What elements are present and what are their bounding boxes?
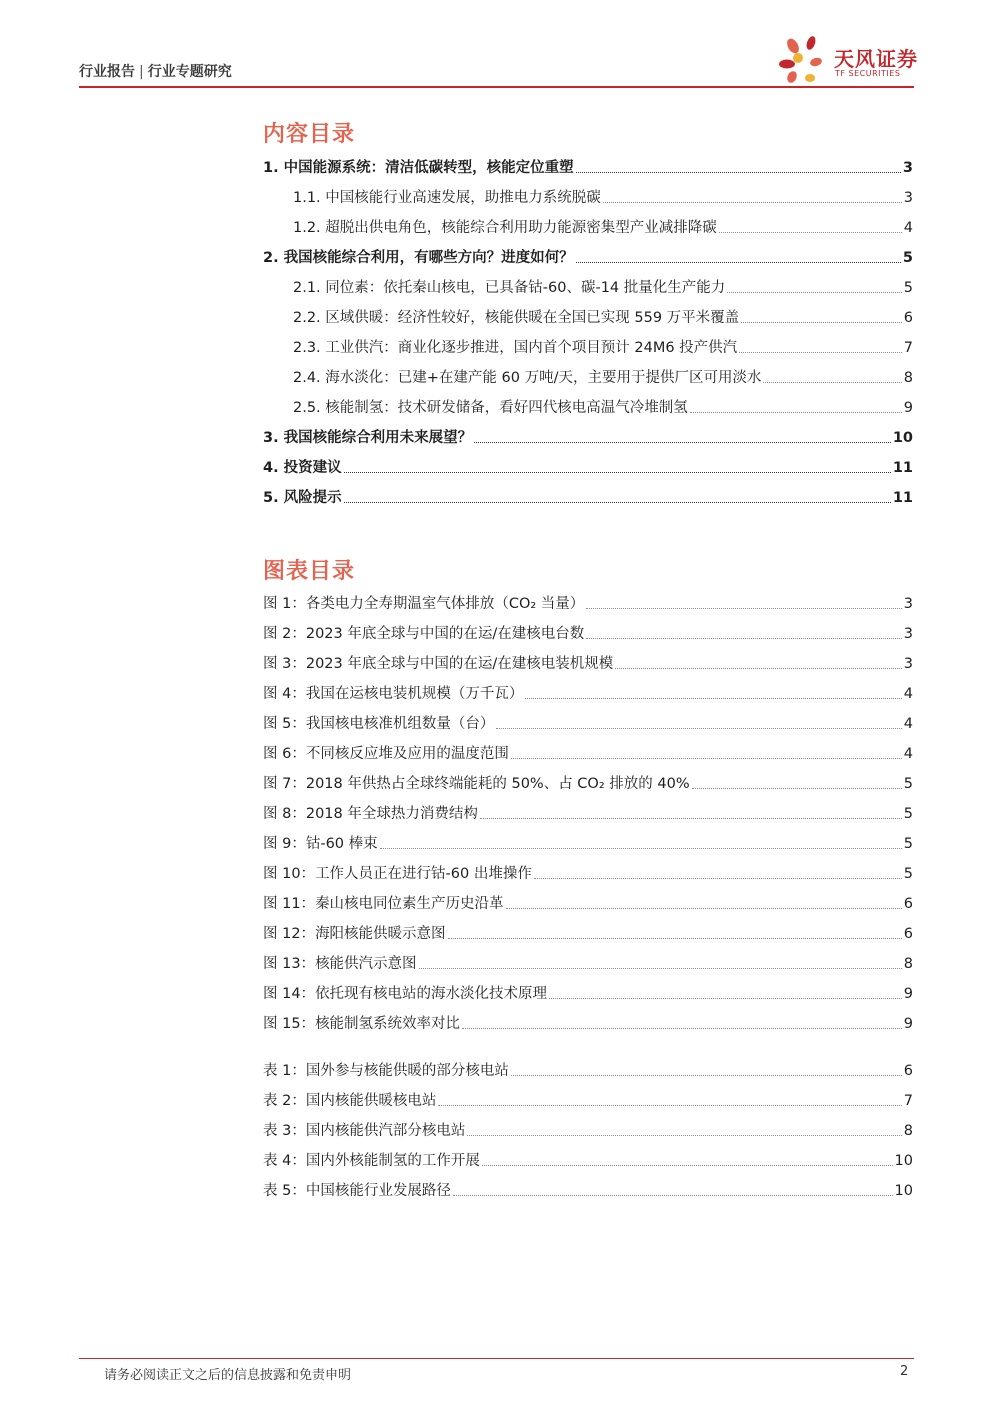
report-subcategory: 行业专题研究 (147, 64, 232, 80)
dot-leader (690, 412, 902, 413)
dot-leader (615, 668, 902, 669)
toc-entry-number: 2.3. (293, 340, 326, 356)
table-entry-page: 7 (903, 1093, 913, 1109)
toc-entry[interactable] (263, 335, 913, 357)
dot-leader (692, 788, 902, 789)
figure-entry[interactable] (263, 621, 913, 643)
dot-leader (511, 758, 902, 759)
dot-leader (453, 1195, 893, 1196)
figure-entry-title: 2023 年底全球与中国的在运/在建核电装机规模 (305, 656, 614, 672)
dot-leader (448, 938, 902, 939)
table-entry-page: 8 (903, 1123, 913, 1139)
toc-entry-page: 6 (903, 310, 913, 326)
report-category: 行业报告 (79, 64, 135, 80)
toc-entry[interactable] (263, 395, 913, 417)
figure-entry-number: 图 7： (263, 776, 306, 792)
dot-leader (763, 382, 901, 383)
figure-entry-page: 3 (903, 656, 913, 672)
toc-entry-number: 2.5. (293, 400, 326, 416)
figure-entry-page: 6 (903, 896, 913, 912)
toc-entry-page: 8 (903, 370, 913, 386)
figure-entry[interactable] (263, 831, 913, 853)
figure-entry-page: 9 (903, 1016, 913, 1032)
dot-leader (467, 1135, 901, 1136)
dot-leader (474, 442, 891, 443)
figure-entry-title: 秦山核电同位素生产历史沿革 (315, 896, 504, 912)
figure-entry-page: 4 (903, 716, 913, 732)
figure-entry[interactable] (263, 591, 913, 613)
table-entry[interactable] (263, 1148, 913, 1170)
toc-entry-title: 我国核能综合利用未来展望？ (283, 430, 473, 446)
toc-entry-page: 9 (903, 400, 913, 416)
footer-disclaimer: 请务必阅读正文之后的信息披露和免责申明 (104, 1368, 352, 1383)
figure-entry-page: 5 (903, 866, 913, 882)
toc-entry-title: 我国核能综合利用，有哪些方向？进度如何？ (283, 250, 574, 266)
table-entry[interactable] (263, 1058, 913, 1080)
table-entry-number: 表 4： (263, 1153, 306, 1169)
figure-entry-title: 钴-60 棒束 (305, 836, 378, 852)
toc-entry-number: 3. (263, 430, 284, 446)
dot-leader (462, 1028, 902, 1029)
toc-entry-title: 区域供暖：经济性较好，核能供暖在全国已实现 559 万平米覆盖 (325, 310, 740, 326)
figure-entry-number: 图 14： (263, 986, 316, 1002)
toc-entry[interactable] (263, 185, 913, 207)
toc-entry-number: 2. (263, 250, 284, 266)
dot-leader (586, 638, 902, 639)
figure-entry-number: 图 13： (263, 956, 316, 972)
figure-entry-page: 6 (903, 926, 913, 942)
toc-entry-title: 中国能源系统：清洁低碳转型，核能定位重塑 (283, 160, 574, 176)
figure-entry[interactable] (263, 861, 913, 883)
dot-leader (719, 232, 902, 233)
toc-entry-title: 中国核能行业高速发展，助推电力系统脱碳 (325, 190, 601, 206)
toc-entry[interactable] (263, 455, 913, 477)
dot-leader (496, 728, 901, 729)
table-entry-title: 中国核能行业发展路径 (305, 1183, 451, 1199)
figure-entry-title: 2023 年底全球与中国的在运/在建核电台数 (305, 626, 585, 642)
toc-entry-page: 11 (892, 460, 913, 476)
toc-entry-number: 5. (263, 490, 284, 506)
dot-leader (525, 698, 901, 699)
figure-entry[interactable] (263, 1011, 913, 1033)
figure-entry-page: 4 (903, 686, 913, 702)
table-entry-page: 6 (903, 1063, 913, 1079)
figure-entry-title: 不同核反应堆及应用的温度范围 (305, 746, 509, 762)
table-entry[interactable] (263, 1088, 913, 1110)
figure-entry-title: 各类电力全寿期温室气体排放（CO₂ 当量） (305, 596, 585, 612)
dot-leader (586, 608, 901, 609)
table-entry-number: 表 5： (263, 1183, 306, 1199)
dot-leader (419, 968, 902, 969)
figure-entry-number: 图 4： (263, 686, 306, 702)
figure-entry-title: 核能供汽示意图 (315, 956, 417, 972)
report-type (79, 61, 232, 81)
table-entry-page: 10 (894, 1183, 913, 1199)
toc-entry-page: 11 (892, 490, 913, 506)
figure-entry-title: 依托现有核电站的海水淡化技术原理 (315, 986, 548, 1002)
figure-entry-number: 图 10： (263, 866, 316, 882)
page-number: 2 (900, 1364, 909, 1379)
brand-subtitle: TF SECURITIES (835, 69, 901, 78)
dot-leader (482, 1165, 893, 1166)
brand-name: 天风证券 (834, 47, 918, 71)
figure-entry[interactable] (263, 771, 913, 793)
dot-leader (506, 908, 902, 909)
figure-entry-number: 图 5： (263, 716, 306, 732)
figure-entry-page: 3 (903, 596, 913, 612)
figure-entry[interactable] (263, 681, 913, 703)
figure-entry-number: 图 12： (263, 926, 316, 942)
figure-entry-title: 2018 年全球热力消费结构 (305, 806, 478, 822)
header-divider (79, 86, 914, 88)
figure-entry-number: 图 3： (263, 656, 306, 672)
figure-entry-number: 图 11： (263, 896, 316, 912)
toc-entry-number: 2.2. (293, 310, 326, 326)
toc-entry-title: 核能制氢：技术研发储备，看好四代核电高温气冷堆制氢 (325, 400, 688, 416)
footer-divider (79, 1358, 914, 1359)
figure-entry-page: 5 (903, 776, 913, 792)
toc-entry[interactable] (263, 245, 913, 267)
toc-entry-page: 10 (892, 430, 913, 446)
dot-leader (576, 262, 901, 263)
dot-leader (534, 878, 902, 879)
toc-entry[interactable] (263, 485, 913, 507)
toc-entry-title: 超脱出供电角色，核能综合利用助力能源密集型产业减排降碳 (325, 220, 717, 236)
toc-entry-page: 3 (903, 190, 913, 206)
dot-leader (741, 322, 902, 323)
figures-title: 图表目录 (263, 559, 356, 584)
table-entry-title: 国内核能供汽部分核电站 (305, 1123, 466, 1139)
figure-entry-page: 5 (903, 806, 913, 822)
toc-entry-number: 2.4. (293, 370, 326, 386)
figure-entry-title: 核能制氢系统效率对比 (315, 1016, 461, 1032)
figure-entry-number: 图 8： (263, 806, 306, 822)
table-entry[interactable] (263, 1178, 913, 1200)
dot-leader (511, 1075, 902, 1076)
figure-entry-page: 3 (903, 626, 913, 642)
figure-entry-page: 8 (903, 956, 913, 972)
table-entry-number: 表 1： (263, 1063, 306, 1079)
toc-entry[interactable] (263, 215, 913, 237)
toc-entry[interactable] (263, 275, 913, 297)
dot-leader (739, 352, 902, 353)
table-entry[interactable] (263, 1118, 913, 1140)
toc-entry[interactable] (263, 425, 913, 447)
toc-entry-number: 1.2. (293, 220, 326, 236)
table-entry-page: 10 (894, 1153, 913, 1169)
figure-entry-page: 9 (903, 986, 913, 1002)
toc-entry-page: 5 (903, 280, 913, 296)
figure-entry[interactable] (263, 981, 913, 1003)
table-entry-number: 表 3： (263, 1123, 306, 1139)
toc-entry-number: 1. (263, 160, 284, 176)
table-entry-title: 国内核能供暖核电站 (305, 1093, 437, 1109)
toc-entry[interactable] (263, 305, 913, 327)
figure-entry-title: 海阳核能供暖示意图 (315, 926, 446, 942)
figure-entry-number: 图 9： (263, 836, 306, 852)
dot-leader (380, 848, 902, 849)
figure-entry[interactable] (263, 741, 913, 763)
figure-entry-page: 5 (903, 836, 913, 852)
table-entry-number: 表 2： (263, 1093, 306, 1109)
figure-entry-title: 工作人员正在进行钴-60 出堆操作 (315, 866, 532, 882)
dot-leader (344, 472, 891, 473)
toc-entry-number: 1.1. (293, 190, 326, 206)
dot-leader (344, 502, 891, 503)
toc-entry-page: 7 (903, 340, 913, 356)
toc-entry[interactable] (263, 155, 913, 177)
figure-entry-title: 我国在运核电装机规模（万千瓦） (305, 686, 524, 702)
toc-entry-number: 2.1. (293, 280, 326, 296)
figure-entry-title: 我国核电核准机组数量（台） (305, 716, 495, 732)
dot-leader (603, 202, 902, 203)
toc-entry-title: 海水淡化：已建+在建产能 60 万吨/天，主要用于提供厂区可用淡水 (325, 370, 762, 386)
toc-entry-number: 4. (263, 460, 284, 476)
figure-entry-page: 4 (903, 746, 913, 762)
contents-title: 内容目录 (263, 122, 356, 147)
figure-entry[interactable] (263, 801, 913, 823)
figure-entry[interactable] (263, 651, 913, 673)
dot-leader (576, 172, 901, 173)
figure-entry[interactable] (263, 891, 913, 913)
toc-entry-title: 同位素：依托秦山核电，已具备钴-60、碳-14 批量化生产能力 (325, 280, 726, 296)
table-entry-title: 国内外核能制氢的工作开展 (305, 1153, 480, 1169)
figure-entry-number: 图 6： (263, 746, 306, 762)
toc-entry-title: 工业供汽：商业化逐步推进，国内首个项目预计 24M6 投产供汽 (325, 340, 738, 356)
figure-entry-number: 图 2： (263, 626, 306, 642)
toc-entry-page: 3 (902, 160, 913, 176)
table-entry-title: 国外参与核能供暖的部分核电站 (305, 1063, 509, 1079)
dot-leader (549, 998, 902, 999)
figure-entry[interactable] (263, 951, 913, 973)
figure-entry-title: 2018 年供热占全球终端能耗的 50%、占 CO₂ 排放的 40% (305, 776, 690, 792)
figure-entry-number: 图 15： (263, 1016, 316, 1032)
toc-entry-title: 投资建议 (283, 460, 342, 476)
toc-entry-title: 风险提示 (283, 490, 342, 506)
dot-leader (727, 292, 902, 293)
toc-entry-page: 4 (903, 220, 913, 236)
figure-entry-number: 图 1： (263, 596, 306, 612)
toc-entry-page: 5 (902, 250, 913, 266)
toc-entry[interactable] (263, 365, 913, 387)
dot-leader (480, 818, 902, 819)
dot-leader (438, 1105, 901, 1106)
figure-entry[interactable] (263, 921, 913, 943)
figure-entry[interactable] (263, 711, 913, 733)
header-separator: | (139, 64, 144, 80)
